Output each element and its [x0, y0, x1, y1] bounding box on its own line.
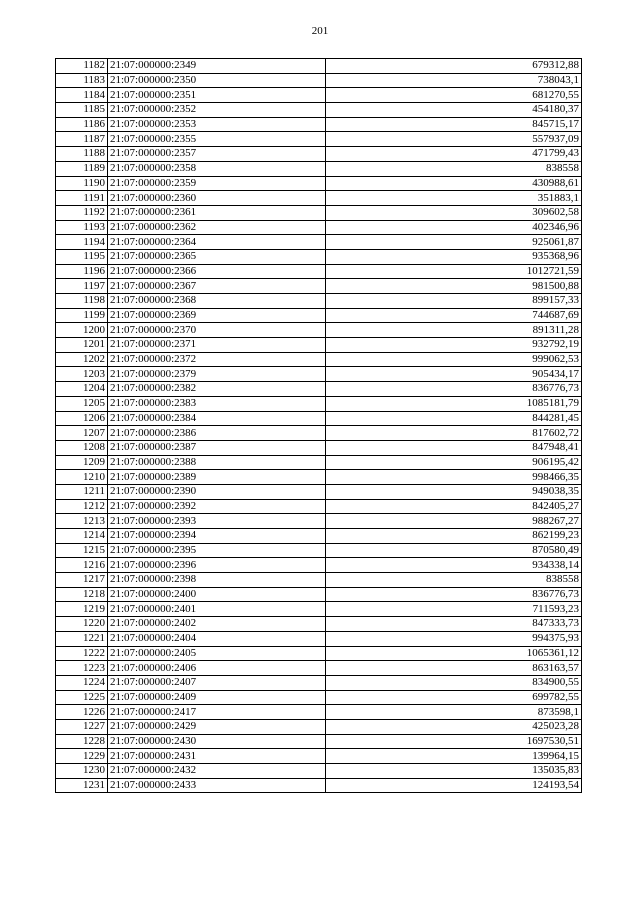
table-row [56, 690, 582, 705]
row-number-cell: 1226 [56, 705, 108, 720]
table-row [56, 543, 582, 558]
cadastral-value-cell: 1697530,51 [326, 734, 582, 749]
row-number-cell: 1199 [56, 308, 108, 323]
cadastral-number-cell: 21:07:000000:2433 [108, 778, 326, 793]
table-row [56, 514, 582, 529]
cadastral-value-cell: 862199,23 [326, 529, 582, 544]
row-number-cell: 1222 [56, 646, 108, 661]
cadastral-number-cell: 21:07:000000:2353 [108, 117, 326, 132]
cadastral-number-cell: 21:07:000000:2394 [108, 529, 326, 544]
cadastral-value-cell: 557937,09 [326, 132, 582, 147]
table-row [56, 646, 582, 661]
cadastral-value-cell: 681270,55 [326, 88, 582, 103]
table-row [56, 59, 582, 74]
cadastral-number-cell: 21:07:000000:2355 [108, 132, 326, 147]
cadastral-number-cell: 21:07:000000:2417 [108, 705, 326, 720]
row-number-cell: 1194 [56, 235, 108, 250]
cadastral-number-cell: 21:07:000000:2429 [108, 719, 326, 734]
cadastral-number-cell: 21:07:000000:2406 [108, 661, 326, 676]
row-number-cell: 1217 [56, 573, 108, 588]
table-row [56, 440, 582, 455]
cadastral-number-cell: 21:07:000000:2396 [108, 558, 326, 573]
cadastral-number-cell: 21:07:000000:2430 [108, 734, 326, 749]
cadastral-value-cell: 999062,53 [326, 352, 582, 367]
cadastral-value-cell: 309602,58 [326, 205, 582, 220]
cadastral-value-cell: 836776,73 [326, 382, 582, 397]
row-number-cell: 1216 [56, 558, 108, 573]
table-row [56, 294, 582, 309]
cadastral-number-cell: 21:07:000000:2349 [108, 59, 326, 74]
cadastral-value-cell: 998466,35 [326, 470, 582, 485]
table-row [56, 587, 582, 602]
row-number-cell: 1195 [56, 249, 108, 264]
row-number-cell: 1223 [56, 661, 108, 676]
table-row [56, 484, 582, 499]
row-number-cell: 1190 [56, 176, 108, 191]
cadastral-value-cell: 899157,33 [326, 294, 582, 309]
cadastral-value-cell: 934338,14 [326, 558, 582, 573]
row-number-cell: 1210 [56, 470, 108, 485]
table-row [56, 499, 582, 514]
cadastral-number-cell: 21:07:000000:2370 [108, 323, 326, 338]
table-row [56, 602, 582, 617]
cadastral-value-cell: 873598,1 [326, 705, 582, 720]
cadastral-value-cell: 906195,42 [326, 455, 582, 470]
table-row [56, 778, 582, 793]
table-row [56, 661, 582, 676]
table-row [56, 279, 582, 294]
table-body [56, 59, 582, 793]
cadastral-number-cell: 21:07:000000:2388 [108, 455, 326, 470]
cadastral-value-cell: 836776,73 [326, 587, 582, 602]
row-number-cell: 1192 [56, 205, 108, 220]
row-number-cell: 1203 [56, 367, 108, 382]
cadastral-value-cell: 845715,17 [326, 117, 582, 132]
cadastral-number-cell: 21:07:000000:2432 [108, 764, 326, 779]
table-row [56, 176, 582, 191]
table-row [56, 764, 582, 779]
table-row [56, 631, 582, 646]
table-row [56, 411, 582, 426]
cadastral-value-cell: 981500,88 [326, 279, 582, 294]
cadastral-value-cell: 1085181,79 [326, 396, 582, 411]
row-number-cell: 1187 [56, 132, 108, 147]
row-number-cell: 1196 [56, 264, 108, 279]
cadastral-number-cell: 21:07:000000:2405 [108, 646, 326, 661]
row-number-cell: 1230 [56, 764, 108, 779]
row-number-cell: 1185 [56, 103, 108, 118]
cadastral-number-cell: 21:07:000000:2360 [108, 191, 326, 206]
table-row [56, 558, 582, 573]
table-row [56, 117, 582, 132]
cadastral-value-cell: 744687,69 [326, 308, 582, 323]
table-row [56, 529, 582, 544]
row-number-cell: 1228 [56, 734, 108, 749]
cadastral-number-cell: 21:07:000000:2389 [108, 470, 326, 485]
cadastral-number-cell: 21:07:000000:2398 [108, 573, 326, 588]
cadastral-number-cell: 21:07:000000:2383 [108, 396, 326, 411]
row-number-cell: 1204 [56, 382, 108, 397]
row-number-cell: 1182 [56, 59, 108, 74]
cadastral-number-cell: 21:07:000000:2352 [108, 103, 326, 118]
row-number-cell: 1183 [56, 73, 108, 88]
cadastral-value-cell: 994375,93 [326, 631, 582, 646]
row-number-cell: 1189 [56, 161, 108, 176]
cadastral-number-cell: 21:07:000000:2362 [108, 220, 326, 235]
cadastral-number-cell: 21:07:000000:2407 [108, 675, 326, 690]
cadastral-number-cell: 21:07:000000:2402 [108, 617, 326, 632]
table-row [56, 573, 582, 588]
cadastral-number-cell: 21:07:000000:2379 [108, 367, 326, 382]
row-number-cell: 1200 [56, 323, 108, 338]
cadastral-value-cell: 402346,96 [326, 220, 582, 235]
table-row [56, 147, 582, 162]
cadastral-number-cell: 21:07:000000:2361 [108, 205, 326, 220]
cadastral-number-cell: 21:07:000000:2358 [108, 161, 326, 176]
cadastral-value-cell: 817602,72 [326, 426, 582, 441]
table-row [56, 323, 582, 338]
row-number-cell: 1205 [56, 396, 108, 411]
cadastral-number-cell: 21:07:000000:2401 [108, 602, 326, 617]
cadastral-value-cell: 838558 [326, 573, 582, 588]
cadastral-number-cell: 21:07:000000:2371 [108, 338, 326, 353]
cadastral-value-cell: 847333,73 [326, 617, 582, 632]
table-row [56, 352, 582, 367]
row-number-cell: 1227 [56, 719, 108, 734]
row-number-cell: 1193 [56, 220, 108, 235]
row-number-cell: 1207 [56, 426, 108, 441]
cadastral-value-cell: 454180,37 [326, 103, 582, 118]
table-row [56, 88, 582, 103]
cadastral-value-cell: 842405,27 [326, 499, 582, 514]
table-row [56, 338, 582, 353]
table-row [56, 470, 582, 485]
cadastral-value-cell: 679312,88 [326, 59, 582, 74]
cadastral-number-cell: 21:07:000000:2386 [108, 426, 326, 441]
cadastral-number-cell: 21:07:000000:2382 [108, 382, 326, 397]
row-number-cell: 1188 [56, 147, 108, 162]
cadastral-number-cell: 21:07:000000:2431 [108, 749, 326, 764]
table-row [56, 367, 582, 382]
table-row [56, 749, 582, 764]
row-number-cell: 1219 [56, 602, 108, 617]
cadastral-value-cell: 905434,17 [326, 367, 582, 382]
cadastral-value-cell: 932792,19 [326, 338, 582, 353]
cadastral-value-cell: 935368,96 [326, 249, 582, 264]
row-number-cell: 1201 [56, 338, 108, 353]
row-number-cell: 1224 [56, 675, 108, 690]
table-row [56, 705, 582, 720]
cadastral-value-cell: 738043,1 [326, 73, 582, 88]
cadastral-number-cell: 21:07:000000:2350 [108, 73, 326, 88]
row-number-cell: 1231 [56, 778, 108, 793]
row-number-cell: 1225 [56, 690, 108, 705]
table-row [56, 426, 582, 441]
table-row [56, 734, 582, 749]
cadastral-number-cell: 21:07:000000:2366 [108, 264, 326, 279]
cadastral-number-cell: 21:07:000000:2367 [108, 279, 326, 294]
cadastral-number-cell: 21:07:000000:2393 [108, 514, 326, 529]
table-row [56, 235, 582, 250]
cadastral-value-cell: 847948,41 [326, 440, 582, 455]
table-row [56, 103, 582, 118]
row-number-cell: 1213 [56, 514, 108, 529]
cadastral-number-cell: 21:07:000000:2365 [108, 249, 326, 264]
row-number-cell: 1184 [56, 88, 108, 103]
row-number-cell: 1208 [56, 440, 108, 455]
cadastral-value-cell: 351883,1 [326, 191, 582, 206]
row-number-cell: 1229 [56, 749, 108, 764]
row-number-cell: 1215 [56, 543, 108, 558]
table-row [56, 73, 582, 88]
cadastral-number-cell: 21:07:000000:2372 [108, 352, 326, 367]
row-number-cell: 1186 [56, 117, 108, 132]
table-row [56, 617, 582, 632]
row-number-cell: 1202 [56, 352, 108, 367]
cadastral-number-cell: 21:07:000000:2369 [108, 308, 326, 323]
cadastral-value-cell: 988267,27 [326, 514, 582, 529]
row-number-cell: 1206 [56, 411, 108, 426]
cadastral-number-cell: 21:07:000000:2392 [108, 499, 326, 514]
table-row [56, 719, 582, 734]
cadastral-number-cell: 21:07:000000:2351 [108, 88, 326, 103]
cadastral-value-cell: 430988,61 [326, 176, 582, 191]
table-row [56, 132, 582, 147]
row-number-cell: 1218 [56, 587, 108, 602]
row-number-cell: 1214 [56, 529, 108, 544]
cadastral-value-cell: 124193,54 [326, 778, 582, 793]
row-number-cell: 1221 [56, 631, 108, 646]
table-row [56, 220, 582, 235]
table-row [56, 382, 582, 397]
cadastral-number-cell: 21:07:000000:2404 [108, 631, 326, 646]
cadastral-number-cell: 21:07:000000:2400 [108, 587, 326, 602]
page-number: 201 [311, 25, 329, 37]
cadastral-number-cell: 21:07:000000:2368 [108, 294, 326, 309]
row-number-cell: 1198 [56, 294, 108, 309]
row-number-cell: 1197 [56, 279, 108, 294]
table-row [56, 675, 582, 690]
table-row [56, 205, 582, 220]
cadastral-number-cell: 21:07:000000:2387 [108, 440, 326, 455]
cadastral-value-cell: 135035,83 [326, 764, 582, 779]
cadastral-value-cell: 863163,57 [326, 661, 582, 676]
cadastral-value-cell: 1012721,59 [326, 264, 582, 279]
cadastral-number-cell: 21:07:000000:2359 [108, 176, 326, 191]
table-row [56, 249, 582, 264]
row-number-cell: 1211 [56, 484, 108, 499]
table-row [56, 191, 582, 206]
row-number-cell: 1191 [56, 191, 108, 206]
cadastral-number-cell: 21:07:000000:2384 [108, 411, 326, 426]
cadastral-value-cell: 139964,15 [326, 749, 582, 764]
table-row [56, 308, 582, 323]
cadastral-value-cell: 471799,43 [326, 147, 582, 162]
cadastral-value-cell: 891311,28 [326, 323, 582, 338]
cadastral-number-cell: 21:07:000000:2364 [108, 235, 326, 250]
row-number-cell: 1209 [56, 455, 108, 470]
cadastral-value-cell: 711593,23 [326, 602, 582, 617]
table-row [56, 264, 582, 279]
cadastral-value-cell: 949038,35 [326, 484, 582, 499]
cadastral-value-cell: 838558 [326, 161, 582, 176]
cadastral-number-cell: 21:07:000000:2357 [108, 147, 326, 162]
row-number-cell: 1212 [56, 499, 108, 514]
cadastral-number-cell: 21:07:000000:2395 [108, 543, 326, 558]
cadastral-value-cell: 870580,49 [326, 543, 582, 558]
table-row [56, 455, 582, 470]
cadastral-value-cell: 1065361,12 [326, 646, 582, 661]
table-row [56, 396, 582, 411]
cadastral-number-cell: 21:07:000000:2390 [108, 484, 326, 499]
cadastral-value-table [55, 58, 582, 793]
table-row [56, 161, 582, 176]
cadastral-value-cell: 425023,28 [326, 719, 582, 734]
cadastral-number-cell: 21:07:000000:2409 [108, 690, 326, 705]
cadastral-value-cell: 699782,55 [326, 690, 582, 705]
cadastral-value-cell: 925061,87 [326, 235, 582, 250]
cadastral-value-cell: 844281,45 [326, 411, 582, 426]
cadastral-value-cell: 834900,55 [326, 675, 582, 690]
row-number-cell: 1220 [56, 617, 108, 632]
